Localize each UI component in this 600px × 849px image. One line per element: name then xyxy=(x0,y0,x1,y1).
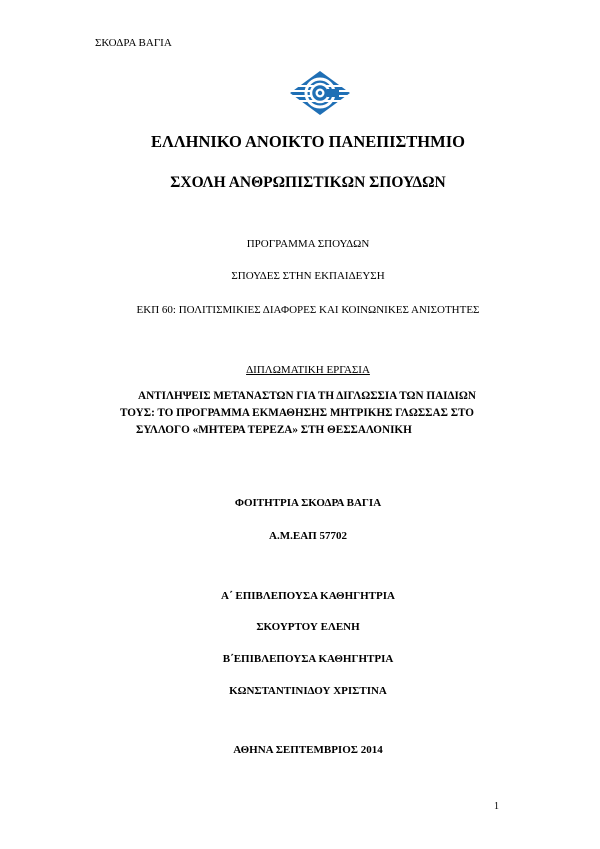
program-module: ΕΚΠ 60: ΠΟΛΙΤΙΣΜΙΚΙΕΣ ΔΙΑΦΟΡΕΣ ΚΑΙ ΚΟΙΝΩΝΙΚΕΣ ΑΝΙΣΟΤΗΤΕΣ xyxy=(136,304,480,316)
first-supervisor-name: ΣΚΟΥΡΤΟΥ ΕΛΕΝΗ xyxy=(256,621,360,633)
thesis-title-line: ΤΟΥΣ: ΤΟ ΠΡΟΓΡΑΜΜΑ ΕΚΜΑΘΗΣΗΣ ΜΗΤΡΙΚΗΣ ΓΛΩΣΣΑΣ ΣΤΟ xyxy=(120,407,474,419)
thesis-label: ΔΙΠΛΩΜΑΤΙΚΗ ΕΡΓΑΣΙΑ xyxy=(246,364,370,376)
program-studies: ΣΠΟΥΔΕΣ ΣΤΗΝ ΕΚΠΑΙΔΕΥΣΗ xyxy=(231,270,385,282)
page-number: 1 xyxy=(494,801,499,812)
second-supervisor-name: ΚΩΝΣΤΑΝΤΙΝΙΔΟΥ ΧΡΙΣΤΙΝΑ xyxy=(229,685,387,697)
second-supervisor-label: Β΄ΕΠΙΒΛΕΠΟΥΣΑ ΚΑΘΗΓΗΤΡΙΑ xyxy=(222,653,394,665)
thesis-title-line: ΑΝΤΙΛΗΨΕΙΣ ΜΕΤΑΝΑΣΤΩΝ ΓΙΑ ΤΗ ΔΙΓΛΩΣΣΙΑ ΤΩΝ ΠΑΙΔΙΩΝ xyxy=(138,390,476,402)
school-name: ΣΧΟΛΗ ΑΝΘΡΩΠΙΣΤΙΚΩΝ ΣΠΟΥΔΩΝ xyxy=(170,174,446,191)
thesis-title-line: ΣΥΛΛΟΓΟ «ΜΗΤΕΡΑ ΤΕΡΕΖΑ» ΣΤΗ ΘΕΣΣΑΛΟΝΙΚΗ xyxy=(136,424,412,436)
university-logo-icon xyxy=(289,70,351,116)
student-name: ΦΟΙΤΗΤΡΙΑ ΣΚΟΔΡΑ ΒΑΓΙΑ xyxy=(234,497,382,509)
first-supervisor-label: Α΄ ΕΠΙΒΛΕΠΟΥΣΑ ΚΑΘΗΓΗΤΡΙΑ xyxy=(221,590,395,602)
place-date: ΑΘΗΝΑ ΣΕΠΤΕΜΒΡΙΟΣ 2014 xyxy=(233,744,383,756)
student-registration: Α.Μ.ΕΑΠ 57702 xyxy=(269,530,347,542)
program-label: ΠΡΟΓΡΑΜΜΑ ΣΠΟΥΔΩΝ xyxy=(246,238,370,250)
thesis-title xyxy=(120,388,528,439)
header-author-name: ΣΚΟΔΡΑ ΒΑΓΙΑ xyxy=(95,37,172,49)
university-name: ΕΛΛΗΝΙΚΟ ΑΝΟΙΚΤΟ ΠΑΝΕΠΙΣΤΗΜΙΟ xyxy=(151,132,465,151)
